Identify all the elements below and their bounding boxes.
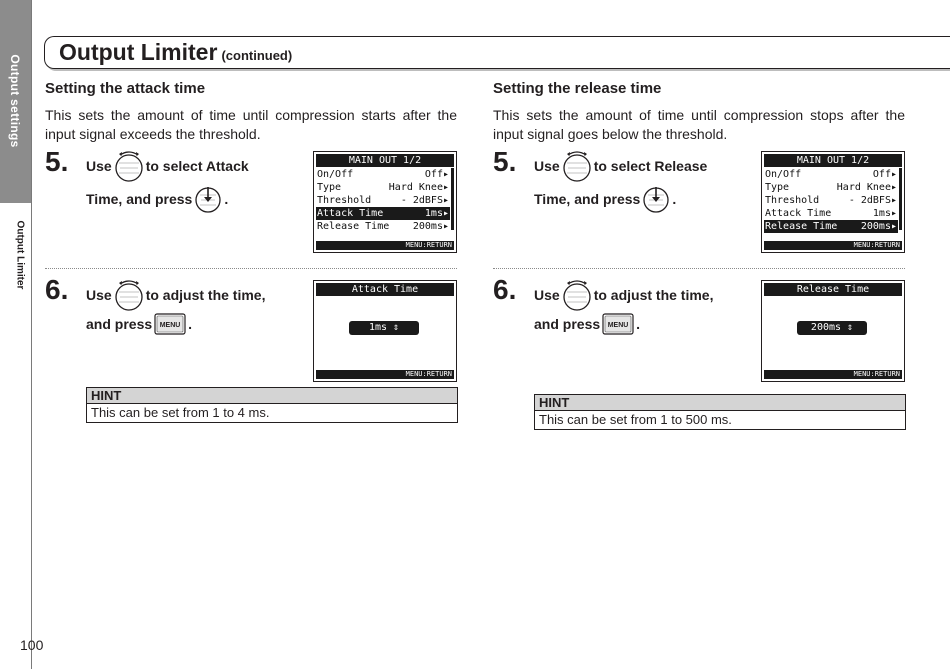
lcd-scrollbar [899, 168, 902, 230]
hint-text: This can be set from 1 to 4 ms. [91, 405, 270, 420]
sidebar [0, 0, 32, 669]
lcd-row-label: Attack Time [317, 208, 384, 219]
lcd-row [764, 181, 898, 194]
menu-button-icon [154, 313, 186, 335]
lcd-row [316, 220, 450, 233]
step-instruction-line2 [86, 184, 228, 214]
hint-label: HINT [535, 395, 905, 411]
hint-text: This can be set from 1 to 500 ms. [539, 412, 732, 427]
lcd-row [764, 194, 898, 207]
hint-box [534, 394, 906, 430]
lcd-row-label: On/Off [765, 169, 802, 180]
lcd-footer: MENU:RETURN [316, 370, 454, 379]
subsection-label: Output Limiter [14, 220, 26, 290]
step-instruction-line2 [534, 184, 676, 214]
step-word: Use [86, 158, 112, 174]
step-instruction-line2 [534, 313, 640, 335]
lcd-title: Attack Time [316, 283, 454, 296]
step-action: to adjust the time, [593, 287, 714, 303]
section-tab-label: Output settings [8, 54, 22, 148]
menu-button-label: MENU [607, 322, 629, 329]
page-number: 100 [20, 637, 44, 653]
lcd-menu-list [316, 168, 450, 233]
divider [45, 268, 457, 269]
lcd-title: MAIN OUT 1/2 [764, 154, 902, 167]
lcd-footer: MENU:RETURN [764, 370, 902, 379]
step-number: 6. [45, 274, 69, 305]
lcd-row [316, 181, 450, 194]
lcd-row-selected [316, 207, 450, 220]
lcd-row-value: Hard Knee▸ [836, 182, 897, 193]
step-line2: and press [86, 316, 153, 332]
step-instruction-line2 [86, 313, 192, 335]
lcd-row-value: - 2dBFS▸ [848, 195, 897, 206]
lcd-row-label: Threshold [765, 195, 820, 206]
scroll-dial-icon [562, 279, 592, 311]
step-word: Use [86, 287, 112, 303]
section-tab [0, 0, 31, 203]
lcd-menu-list [764, 168, 898, 233]
divider [493, 268, 905, 269]
hint-box [86, 387, 458, 423]
step-line2: Time, and press [534, 191, 641, 207]
lcd-scrollbar [451, 168, 454, 230]
page-title [59, 39, 292, 66]
step-instruction [534, 150, 707, 182]
lcd-row [764, 207, 898, 220]
attack-description: This sets the amount of time until compression starts after the input signal exceeds the threshold. [45, 107, 457, 142]
lcd-title: Release Time [764, 283, 902, 296]
step-number: 5. [45, 146, 69, 177]
lcd-row-value: 200ms▸ [412, 221, 449, 232]
menu-button-label: MENU [159, 322, 181, 329]
step-end: . [224, 191, 229, 207]
step-word: Use [534, 158, 560, 174]
lcd-row-label: On/Off [317, 169, 354, 180]
scroll-dial-icon [562, 150, 592, 182]
step-action: to adjust the time, [145, 287, 266, 303]
lcd-release-time-screen [761, 280, 905, 382]
lcd-main-out-screen [313, 151, 457, 253]
lcd-row [764, 168, 898, 181]
scroll-dial-icon [114, 150, 144, 182]
lcd-value: 200ms ⇕ [797, 321, 867, 335]
lcd-footer: MENU:RETURN [764, 241, 902, 250]
lcd-row-label: Type [317, 182, 342, 193]
lcd-row-label: Release Time [765, 221, 838, 232]
dial-press-icon [642, 184, 670, 214]
step-action: to select Attack [145, 158, 249, 174]
step-number: 5. [493, 146, 517, 177]
lcd-footer: MENU:RETURN [316, 241, 454, 250]
lcd-row-value: Off▸ [872, 169, 897, 180]
lcd-attack-time-screen [313, 280, 457, 382]
step-number: 6. [493, 274, 517, 305]
title-suffix: (continued) [221, 48, 293, 63]
lcd-row-value: 1ms▸ [424, 208, 449, 219]
attack-heading: Setting the attack time [45, 80, 206, 97]
lcd-row-value: - 2dBFS▸ [400, 195, 449, 206]
step-end: . [672, 191, 677, 207]
step-action: to select Release [593, 158, 708, 174]
lcd-row-value: Off▸ [424, 169, 449, 180]
lcd-value: 1ms ⇕ [349, 321, 419, 335]
lcd-main-out-screen [761, 151, 905, 253]
lcd-row [316, 168, 450, 181]
step-end: . [636, 316, 641, 332]
step-word: Use [534, 287, 560, 303]
step-end: . [188, 316, 193, 332]
lcd-row-label: Release Time [317, 221, 390, 232]
lcd-row-label: Threshold [317, 195, 372, 206]
scroll-dial-icon [114, 279, 144, 311]
page-title-text: Output Limiter [59, 39, 218, 65]
lcd-row-value: 1ms▸ [872, 208, 897, 219]
step-instruction [534, 279, 713, 311]
lcd-row-value: Hard Knee▸ [388, 182, 449, 193]
step-instruction [86, 150, 249, 182]
lcd-row-label: Type [765, 182, 790, 193]
step-line2: and press [534, 316, 601, 332]
lcd-row-value: 200ms▸ [860, 221, 897, 232]
release-description: This sets the amount of time until compression stops after the input signal goes below the threshold. [493, 107, 905, 142]
lcd-title: MAIN OUT 1/2 [316, 154, 454, 167]
dial-press-icon [194, 184, 222, 214]
lcd-row-label: Attack Time [765, 208, 832, 219]
step-instruction [86, 279, 265, 311]
lcd-row-selected [764, 220, 898, 233]
release-heading: Setting the release time [493, 80, 662, 97]
step-line2: Time, and press [86, 191, 193, 207]
lcd-row [316, 194, 450, 207]
hint-label: HINT [87, 388, 457, 404]
menu-button-icon [602, 313, 634, 335]
